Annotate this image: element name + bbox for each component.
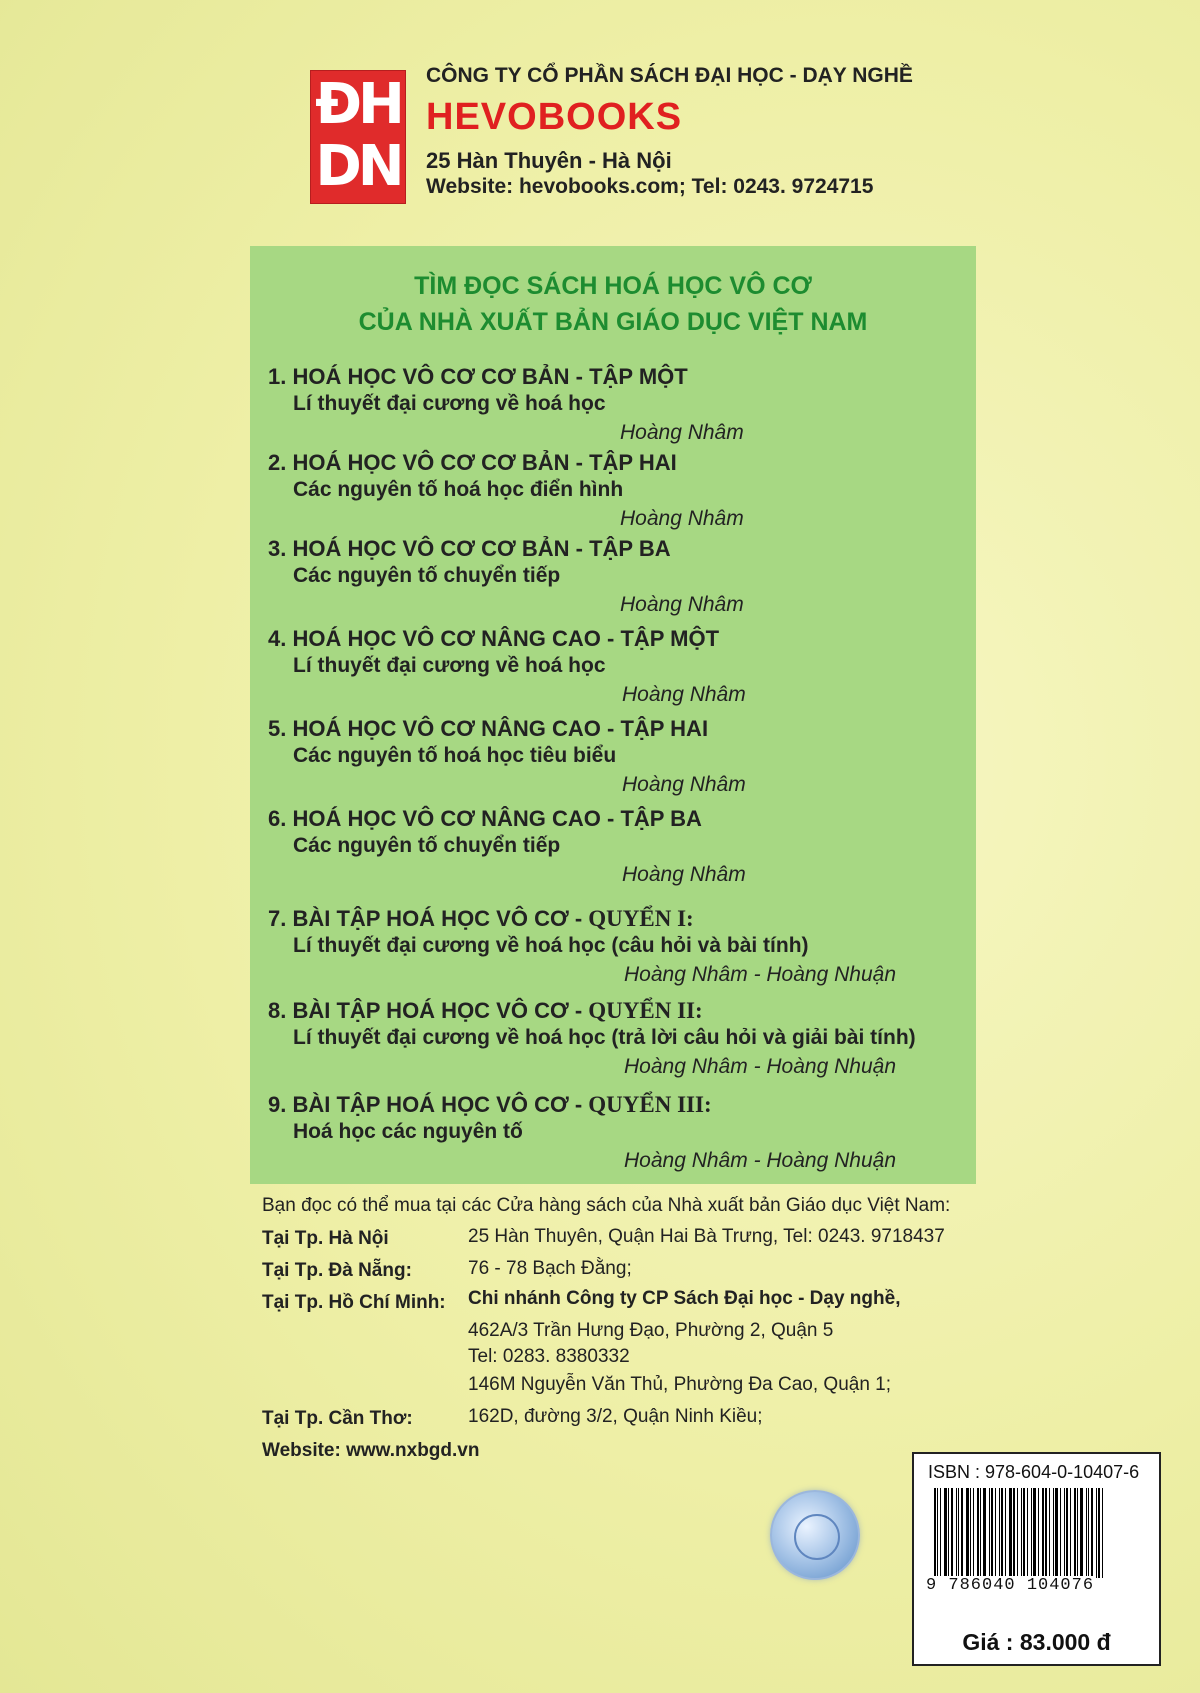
book-author: Hoàng Nhâm	[622, 683, 746, 706]
publisher-logo	[310, 70, 406, 204]
book-title: 9. BÀI TẬP HOÁ HỌC VÔ CƠ - QUYỂN III:	[268, 1092, 712, 1117]
stores-intro: Bạn đọc có thể mua tại các Cửa hàng sách của Nhà xuất bản Giáo dục Việt Nam:	[262, 1195, 951, 1216]
barcode-bar	[1098, 1488, 1100, 1578]
book-author: Hoàng Nhâm	[620, 593, 744, 616]
barcode-bar	[940, 1488, 941, 1578]
book-item	[250, 536, 976, 628]
store-label-danang: Tại Tp. Đà Nẵng:	[262, 1260, 412, 1281]
barcode-bar	[1055, 1488, 1058, 1578]
publisher-name: HEVOBOOKS	[426, 96, 683, 138]
logo-text-bottom: DN	[315, 134, 401, 199]
book-item	[250, 906, 976, 998]
barcode-bar	[1102, 1488, 1103, 1578]
book-list-heading-line1: TÌM ĐỌC SÁCH HOÁ HỌC VÔ CƠ	[414, 272, 812, 300]
store-label-hcm: Tại Tp. Hồ Chí Minh:	[262, 1292, 446, 1313]
hologram-emblem-icon	[794, 1514, 840, 1560]
book-title: 7. BÀI TẬP HOÁ HỌC VÔ CƠ - QUYỂN I:	[268, 906, 694, 931]
book-item	[250, 450, 976, 542]
barcode-bar	[1080, 1488, 1083, 1578]
book-subtitle: Các nguyên tố chuyển tiếp	[293, 564, 561, 587]
book-title: 3. HOÁ HỌC VÔ CƠ CƠ BẢN - TẬP BA	[268, 536, 671, 561]
barcode-bar	[1017, 1488, 1018, 1578]
publisher-address: 25 Hàn Thuyên - Hà Nội	[426, 148, 672, 173]
barcode-bar	[989, 1488, 990, 1578]
store-label-hanoi: Tại Tp. Hà Nội	[262, 1228, 389, 1249]
price-box	[912, 1622, 1161, 1666]
barcode-bar	[1088, 1488, 1089, 1578]
book-subtitle: Các nguyên tố hoá học điển hình	[293, 478, 624, 501]
barcode-bar	[1013, 1488, 1015, 1578]
store-value-hanoi: 25 Hàn Thuyên, Quận Hai Bà Trưng, Tel: 0243. 9718437	[468, 1226, 945, 1247]
barcode-bar	[999, 1488, 1000, 1578]
book-subtitle: Hoá học các nguyên tố	[293, 1120, 523, 1143]
book-item	[250, 364, 976, 456]
book-subtitle: Lí thuyết đại cương về hoá học (trả lời câu hỏi và giải bài tính)	[293, 1026, 916, 1049]
book-title: 4. HOÁ HỌC VÔ CƠ NÂNG CAO - TẬP MỘT	[268, 626, 720, 651]
barcode-bar	[995, 1488, 996, 1578]
book-list-panel	[250, 246, 976, 1184]
barcode-bar	[1009, 1488, 1012, 1578]
barcode-bar	[983, 1488, 986, 1578]
barcode-digits: 9 786040 104076	[926, 1576, 1095, 1595]
barcode-bar	[1096, 1488, 1097, 1578]
book-title: 5. HOÁ HỌC VÔ CƠ NÂNG CAO - TẬP HAI	[268, 716, 709, 741]
store-value-hcm-branch: Chi nhánh Công ty CP Sách Đại học - Dạy nghề,	[468, 1288, 901, 1309]
barcode-bar	[1060, 1488, 1061, 1578]
barcode-bar	[970, 1488, 971, 1578]
barcode-bar	[961, 1488, 963, 1578]
barcode-bar	[977, 1488, 979, 1578]
barcode-bar	[1038, 1488, 1039, 1578]
book-subtitle: Các nguyên tố hoá học tiêu biểu	[293, 744, 617, 767]
barcode-bar	[1066, 1488, 1068, 1578]
book-subtitle: Lí thuyết đại cương về hoá học	[293, 392, 606, 415]
barcode-bar	[1086, 1488, 1087, 1578]
barcode-bar	[980, 1488, 981, 1578]
book-title: 1. HOÁ HỌC VÔ CƠ CƠ BẢN - TẬP MỘT	[268, 364, 688, 389]
barcode-box	[912, 1452, 1161, 1626]
book-subtitle: Lí thuyết đại cương về hoá học	[293, 654, 606, 677]
barcode-bar	[1064, 1488, 1065, 1578]
store-value-cantho: 162D, đường 3/2, Quận Ninh Kiều;	[468, 1406, 763, 1427]
barcode-bar	[1023, 1488, 1025, 1578]
barcode-bar	[1091, 1488, 1093, 1578]
book-item	[250, 1092, 976, 1184]
barcode-bar	[1045, 1488, 1047, 1578]
book-author: Hoàng Nhâm	[620, 421, 744, 444]
book-author: Hoàng Nhâm - Hoàng Nhuận	[624, 1149, 896, 1172]
book-title: 6. HOÁ HỌC VÔ CƠ NÂNG CAO - TẬP BA	[268, 806, 702, 831]
barcode-bar	[944, 1488, 947, 1578]
store-value-hcm-address2: 146M Nguyễn Văn Thủ, Phường Đa Cao, Quận 1;	[468, 1374, 892, 1395]
stores-website: Website: www.nxbgd.vn	[262, 1440, 480, 1461]
store-value-hcm-address1: 462A/3 Trần Hưng Đạo, Phường 2, Quận 5	[468, 1320, 834, 1341]
book-item	[250, 716, 976, 808]
barcode-bar	[948, 1488, 949, 1578]
barcode-bar	[991, 1488, 993, 1578]
book-author: Hoàng Nhâm	[622, 863, 746, 886]
store-value-hcm-phone: Tel: 0283. 8380332	[468, 1346, 630, 1367]
barcode-bar	[1001, 1488, 1003, 1578]
barcode-bar	[1033, 1488, 1036, 1578]
barcode-bar	[1049, 1488, 1050, 1578]
publisher-company: CÔNG TY CỔ PHẦN SÁCH ĐẠI HỌC - DẠY NGHỀ	[426, 64, 913, 87]
barcode-bar	[966, 1488, 969, 1578]
barcode-bar	[1042, 1488, 1044, 1578]
book-subtitle: Các nguyên tố chuyển tiếp	[293, 834, 561, 857]
barcode-bar	[934, 1488, 936, 1578]
book-item	[250, 806, 976, 898]
barcode-bar	[937, 1488, 938, 1578]
barcode-bar	[973, 1488, 974, 1578]
book-title: 2. HOÁ HỌC VÔ CƠ CƠ BẢN - TẬP HAI	[268, 450, 677, 475]
book-item	[250, 998, 976, 1090]
barcode-bar	[1074, 1488, 1076, 1578]
barcode-bar	[951, 1488, 953, 1578]
hologram-sticker	[770, 1490, 860, 1580]
book-title: 8. BÀI TẬP HOÁ HỌC VÔ CƠ - QUYỂN II:	[268, 998, 703, 1023]
barcode-bar	[956, 1488, 957, 1578]
barcode-bar	[1027, 1488, 1028, 1578]
barcode-bar	[1077, 1488, 1078, 1578]
logo-text-top: ĐH	[315, 72, 401, 137]
book-author: Hoàng Nhâm - Hoàng Nhuận	[624, 1055, 896, 1078]
store-label-cantho: Tại Tp. Cần Thơ:	[262, 1408, 413, 1429]
book-item	[250, 626, 976, 718]
barcode-bar	[1021, 1488, 1022, 1578]
barcode-bar	[1005, 1488, 1006, 1578]
book-author: Hoàng Nhâm	[620, 507, 744, 530]
barcode-bar	[1053, 1488, 1054, 1578]
book-subtitle: Lí thuyết đại cương về hoá học (câu hỏi và bài tính)	[293, 934, 809, 957]
book-author: Hoàng Nhâm	[622, 773, 746, 796]
book-author: Hoàng Nhâm - Hoàng Nhuận	[624, 963, 896, 986]
publisher-contact: Website: hevobooks.com; Tel: 0243. 9724715	[426, 175, 874, 198]
store-value-danang: 76 - 78 Bạch Đằng;	[468, 1258, 632, 1279]
barcode-bar	[1070, 1488, 1071, 1578]
isbn-text: ISBN : 978-604-0-10407-6	[928, 1462, 1140, 1482]
barcode-bar	[958, 1488, 959, 1578]
book-list-heading-line2: CỦA NHÀ XUẤT BẢN GIÁO DỤC VIỆT NAM	[358, 308, 868, 336]
price-text: Giá : 83.000 đ	[962, 1629, 1111, 1655]
barcode-bar	[1031, 1488, 1032, 1578]
